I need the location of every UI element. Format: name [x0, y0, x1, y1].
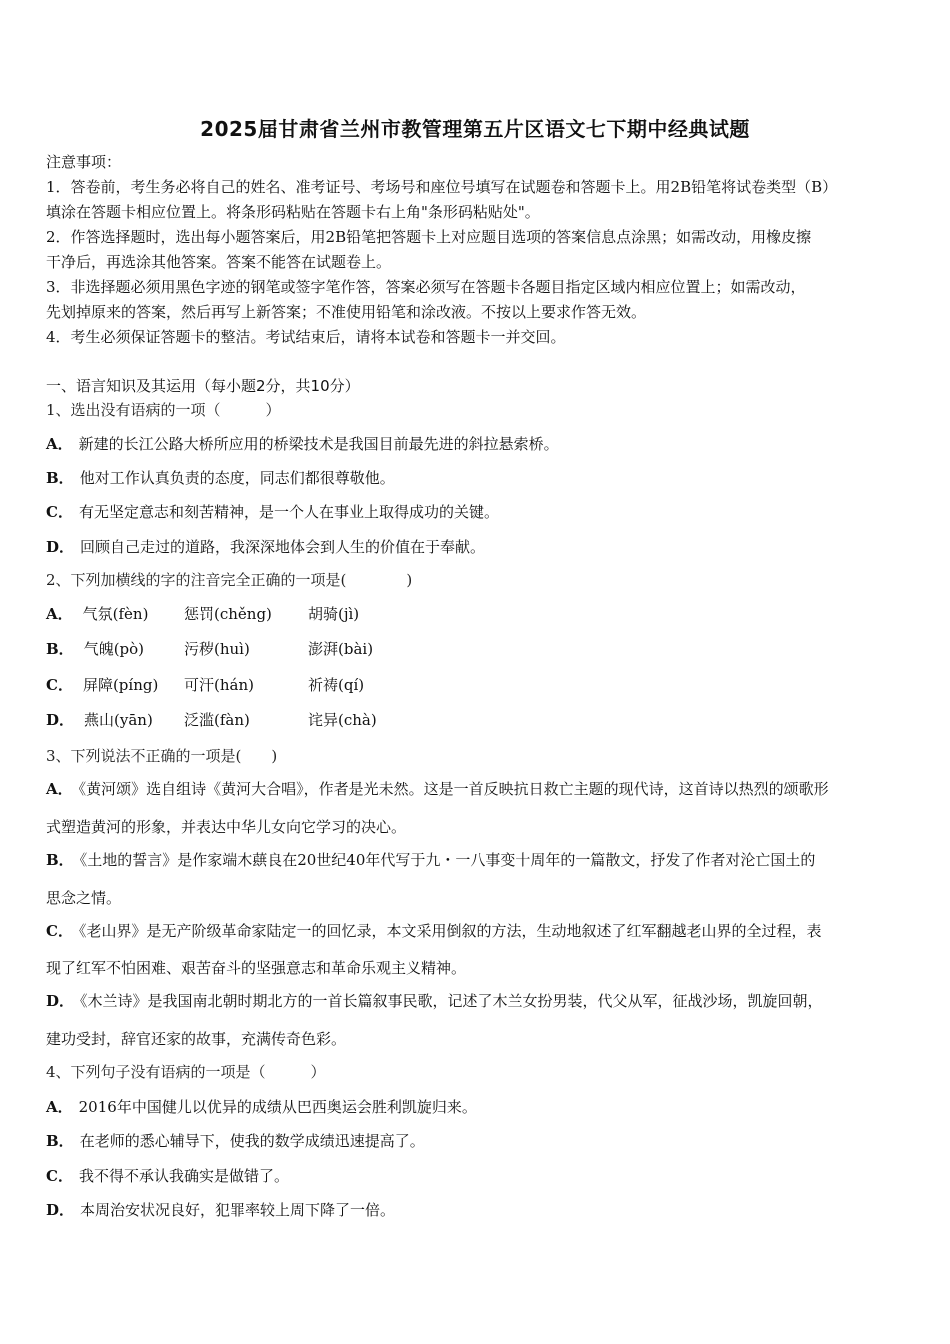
option-continuation: 式塑造黄河的形象，并表达中华儿女向它学习的决心。 [46, 818, 407, 836]
option-word: 泛滥(fàn) [184, 711, 250, 729]
notice-line: 1．答卷前，考生务必将自己的姓名、准考证号、考场号和座位号填写在试题卷和答题卡上。用2B铅笔将试卷类型（B） [46, 178, 838, 196]
option-letter: C． [46, 503, 73, 521]
option-letter: A． [46, 605, 73, 623]
question-1-option-a[interactable] [46, 434, 908, 454]
option-letter: A． [46, 435, 73, 453]
option-text: 回顾自己走过的道路，我深深地体会到人生的价值在于奉献。 [80, 538, 486, 556]
question-2-stem: 2、下列加横线的字的注音完全正确的一项是( ) [46, 571, 413, 589]
option-word: 诧异(chà) [308, 711, 377, 729]
notice-line: 干净后，再选涂其他答案。答案不能答在试题卷上。 [46, 253, 392, 271]
option-letter: B． [46, 469, 74, 487]
question-4-stem: 4、下列句子没有语病的一项是（ ） [46, 1063, 326, 1081]
option-word: 祈祷(qí) [308, 676, 365, 694]
notice-line: 3．非选择题必须用黑色字迹的钢笔或签字笔作答，答案必须写在答题卡各题目指定区域内相应位置上；如需改动， [46, 278, 806, 296]
option-text: 有无坚定意志和刻苦精神，是一个人在事业上取得成功的关键。 [78, 503, 499, 521]
question-1-option-d[interactable] [46, 537, 908, 557]
option-letter: A． [46, 1098, 73, 1116]
notice-heading: 注意事项： [46, 153, 122, 171]
question-4-option-c[interactable] [46, 1166, 908, 1186]
question-4-option-b[interactable] [46, 1131, 908, 1151]
question-4-option-a[interactable] [46, 1097, 908, 1117]
option-word: 胡骑(jì) [308, 605, 360, 623]
option-text: 《木兰诗》是我国南北朝时期北方的一首长篇叙事民歌，记述了木兰女扮男装，代父从军，征战沙场，凯旋回朝， [80, 992, 823, 1010]
question-3-option-b[interactable] [46, 850, 908, 870]
option-word: 燕山(yān) [84, 711, 153, 729]
option-word: 澎湃(bài) [308, 640, 374, 658]
option-word: 可汗(hán) [184, 676, 254, 694]
option-text: 我不得不承认我确实是做错了。 [78, 1167, 289, 1185]
question-3-option-a[interactable] [46, 779, 908, 799]
option-letter: A． [46, 780, 73, 798]
option-letter: D． [46, 711, 75, 729]
option-word: 污秽(huì) [184, 640, 250, 658]
option-letter: B． [46, 851, 74, 869]
notice-line: 2．作答选择题时，选出每小题答案后，用2B铅笔把答题卡上对应题目选项的答案信息点涂黑；如需改动，用橡皮擦 [46, 228, 812, 246]
option-letter: B． [46, 1132, 74, 1150]
option-word: 惩罚(chěng) [184, 605, 272, 623]
option-text: 本周治安状况良好，犯罪率较上周下降了一倍。 [80, 1201, 396, 1219]
question-1-option-c[interactable] [46, 502, 908, 522]
option-letter: D． [46, 1201, 75, 1219]
option-letter: B． [46, 640, 74, 658]
option-continuation: 现了红军不怕困难、艰苦奋斗的坚强意志和革命乐观主义精神。 [46, 959, 467, 977]
question-1-option-b[interactable] [46, 468, 908, 488]
option-letter: D． [46, 538, 75, 556]
question-3-option-d[interactable] [46, 991, 908, 1011]
option-text: 《黄河颂》选自组诗《黄河大合唱》，作者是光未然。这是一首反映抗日救亡主题的现代诗，这首诗以热烈的颂歌形 [78, 780, 829, 798]
option-text: 《土地的誓言》是作家端木蕻良在20世纪40年代写于九・一八事变十周年的一篇散文，抒发了作者对沦亡国土的 [79, 851, 816, 869]
option-letter: C． [46, 676, 73, 694]
option-text: 新建的长江公路大桥所应用的桥梁技术是我国目前最先进的斜拉悬索桥。 [78, 435, 559, 453]
option-text: 在老师的悉心辅导下，使我的数学成绩迅速提高了。 [79, 1132, 425, 1150]
option-word: 气氛(fèn) [82, 605, 149, 623]
option-word: 屏障(píng) [82, 676, 159, 694]
option-text: 他对工作认真负责的态度，同志们都很尊敬他。 [79, 469, 395, 487]
option-word: 气魄(pò) [83, 640, 145, 658]
option-text: 《老山界》是无产阶级革命家陆定一的回忆录，本文采用倒叙的方法，生动地叙述了红军翻越老山界的全过程，表 [78, 922, 822, 940]
question-3-option-c[interactable] [46, 921, 908, 941]
option-letter: C． [46, 1167, 73, 1185]
notice-line: 先划掉原来的答案，然后再写上新答案；不准使用铅笔和涂改液。不按以上要求作答无效。 [46, 303, 647, 321]
option-letter: D． [46, 992, 75, 1010]
question-3-stem: 3、下列说法不正确的一项是( ) [46, 747, 278, 765]
question-1-stem: 1、选出没有语病的一项（ ） [46, 401, 281, 419]
option-continuation: 思念之情。 [46, 889, 122, 907]
notice-line: 4．考生必须保证答题卡的整洁。考试结束后，请将本试卷和答题卡一并交回。 [46, 328, 566, 346]
option-letter: C． [46, 922, 73, 940]
section-heading: 一、语言知识及其运用（每小题2分，共10分） [46, 377, 360, 395]
question-4-option-d[interactable] [46, 1200, 908, 1220]
option-text: 2016年中国健儿以优异的成绩从巴西奥运会胜利凯旋归来。 [78, 1098, 477, 1116]
notice-line: 填涂在答题卡相应位置上。将条形码粘贴在答题卡右上角"条形码粘贴处"。 [46, 203, 540, 221]
option-continuation: 建功受封，辞官还家的故事，充满传奇色彩。 [46, 1030, 347, 1048]
page-title: 2025届甘肃省兰州市教管理第五片区语文七下期中经典试题 [200, 117, 750, 141]
